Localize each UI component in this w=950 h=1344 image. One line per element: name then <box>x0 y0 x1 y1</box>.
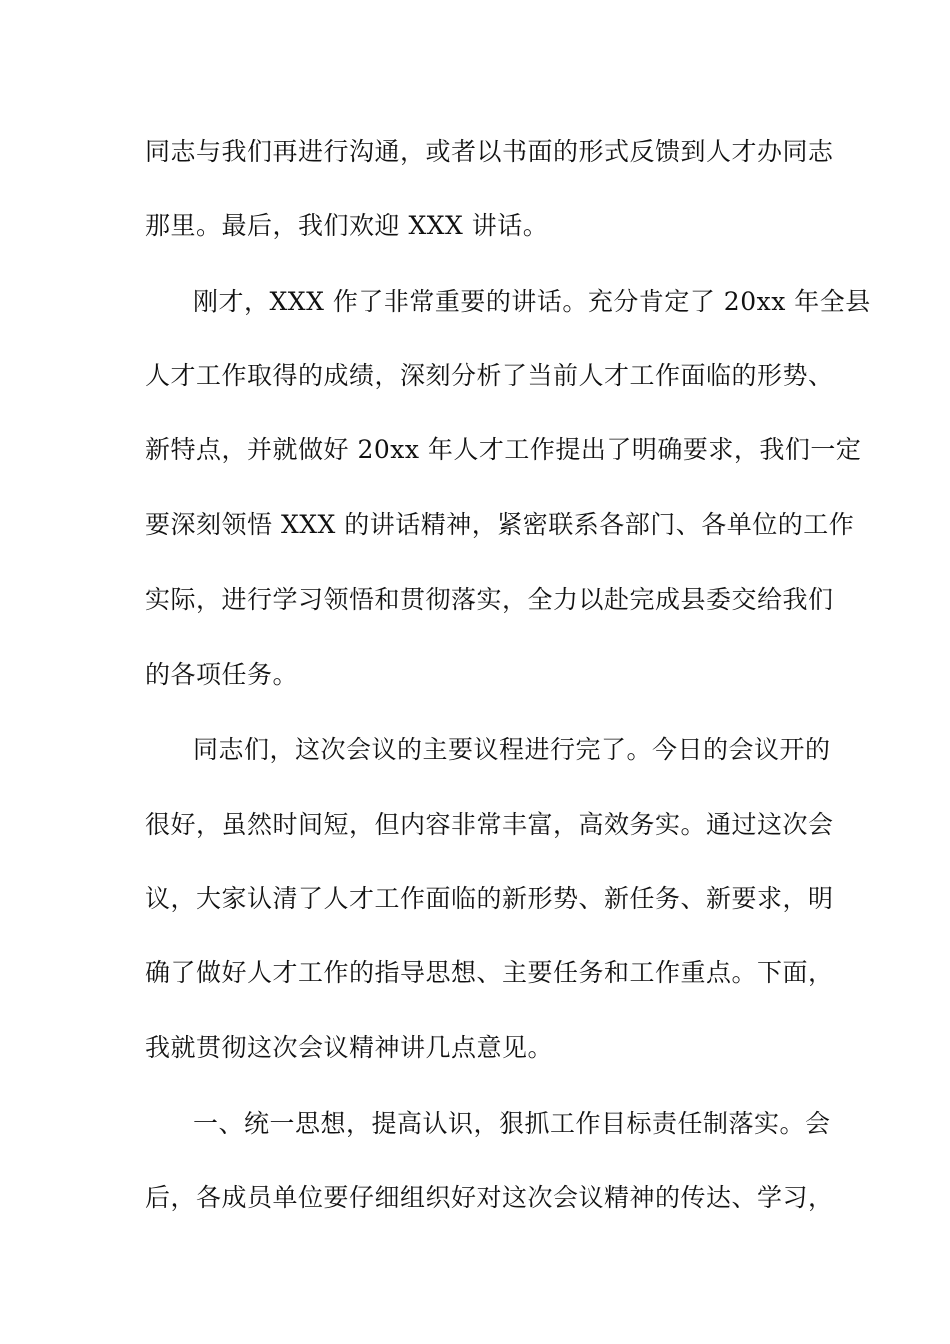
text-line: 实际，进行学习领悟和贯彻落实，全力以赴完成县委交给我们 <box>145 585 834 614</box>
text-line: 后，各成员单位要仔细组织好对这次会议精神的传达、学习， <box>145 1183 834 1212</box>
paragraph-start-line: 同志们，这次会议的主要议程进行完了。今日的会议开的 <box>193 735 831 764</box>
text-line: 我就贯彻这次会议精神讲几点意见。 <box>145 1033 554 1062</box>
text-line: 那里。最后，我们欢迎 XXX 讲话。 <box>145 211 549 240</box>
paragraph-start-line: 刚才，XXX 作了非常重要的讲话。充分肯定了 20xx 年全县 <box>193 287 871 316</box>
text-line: 议，大家认清了人才工作面临的新形势、新任务、新要求，明 <box>145 884 834 913</box>
text-line: 确了做好人才工作的指导思想、主要任务和工作重点。下面， <box>145 958 834 987</box>
text-line: 新特点，并就做好 20xx 年人才工作提出了明确要求，我们一定 <box>145 435 862 464</box>
text-line: 的各项任务。 <box>145 660 299 689</box>
text-line: 人才工作取得的成绩，深刻分析了当前人才工作面临的形势、 <box>145 361 834 390</box>
text-line: 很好，虽然时间短，但内容非常丰富，高效务实。通过这次会 <box>145 810 834 839</box>
text-line: 同志与我们再进行沟通，或者以书面的形式反馈到人才办同志 <box>145 137 834 166</box>
text-line: 要深刻领悟 XXX 的讲话精神，紧密联系各部门、各单位的工作 <box>145 510 855 539</box>
paragraph-start-line: 一、统一思想，提高认识，狠抓工作目标责任制落实。会 <box>193 1109 831 1138</box>
